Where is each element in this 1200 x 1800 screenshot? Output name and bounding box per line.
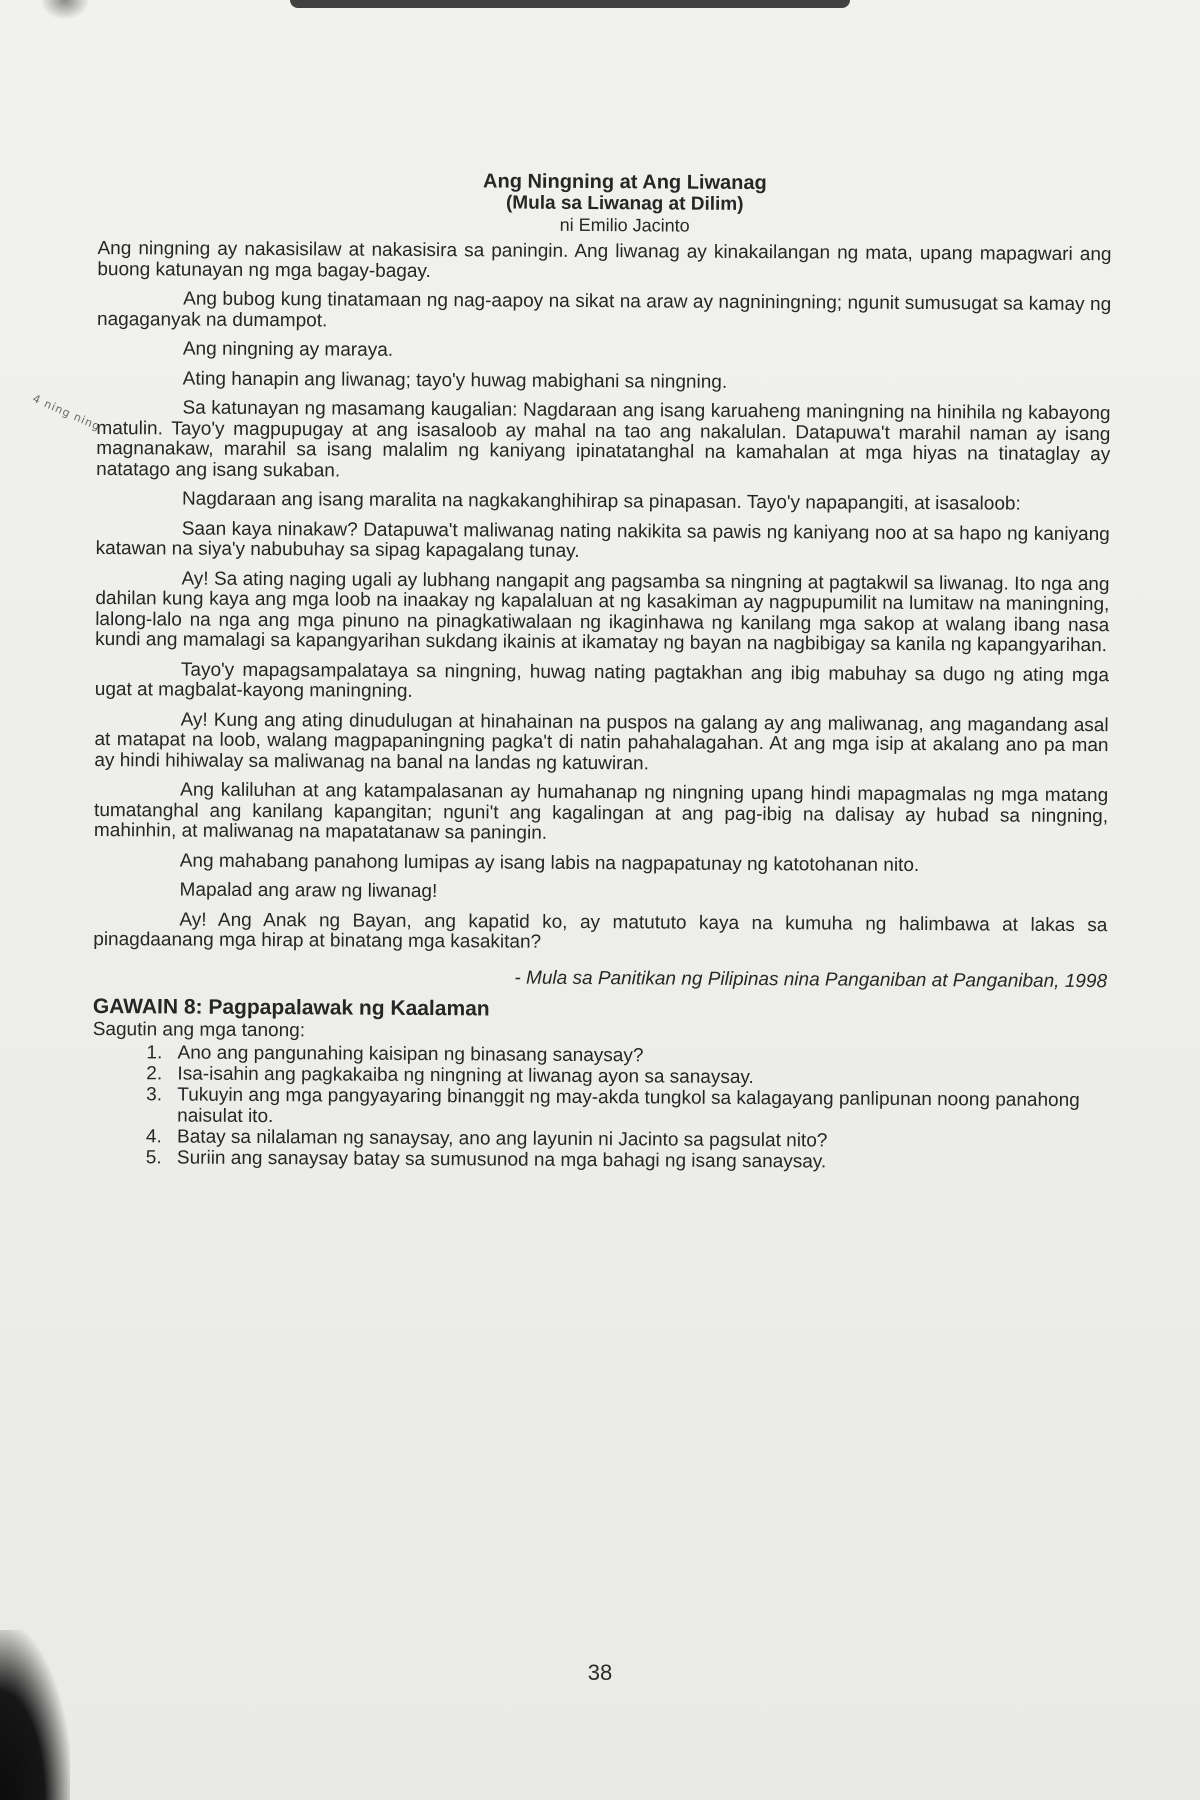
question-item: 1. Ano ang pangunahing kaisipan ng binasang sanaysay? <box>168 1042 1107 1069</box>
essay-paragraph: Mapalad ang araw ng liwanag! <box>179 879 438 903</box>
essay-paragraph: Ay! Ang Anak ng Bayan, ang kapatid ko, ay matututo kaya na kumuha ng halimbawa at lakas sa pinagdaanang mga hirap at binatang mga kasakitan? <box>93 909 1108 953</box>
question-item: 3. Tukuyin ang mga pangyayaring binanggit ng may-akda tungkol sa kalagayang panlipunan noong panahong naisulat ito. <box>167 1084 1106 1132</box>
essay-paragraph: Nagdaraan ang isang maralita na nagkakanghihirap sa pinapasan. Tayo'y napapangiti, at isasaloob: <box>181 488 1021 515</box>
scan-shadow-top <box>290 0 850 8</box>
page-content <box>92 168 1112 1174</box>
essay-paragraph: Ang ningning ay maraya. <box>182 338 394 361</box>
essay-title: Ang Ningning at Ang Liwanag <box>483 170 767 195</box>
essay-paragraph: Ang bubog kung tinatamaan ng nag-aapoy na sikat na araw ay nagniningning; ngunit sumusugat sa kamay ng nagaganyak na dumampot. <box>97 288 1112 331</box>
question-item: 2. Isa-isahin ang pagkakaiba ng ningning at liwanag ayon sa sanaysay. <box>167 1063 1106 1090</box>
essay-paragraph: Ating hanapin ang liwanag; tayo'y huwag mabighani sa ningning. <box>182 368 728 393</box>
essay-body <box>93 239 1111 957</box>
question-list <box>92 1041 1107 1173</box>
essay-paragraph: Ang kaliluhan at ang katampalasanan ay humahanap ng ningning upang hindi mapagmalas ng mga matang tumatanghal ang kanilang kapangitan; nguni't ang kagalingan at ang pag-ibig na dalisay ay hubad sa ningning, mahinhin, at maliwanag na mapatatanaw sa paningin. <box>93 779 1109 844</box>
essay-paragraph: Saan kaya ninakaw? Datapuwa't maliwanag nating nakikita sa pawis ng kaniyang noo at sa hapo ng kaniyang katawan na siya'y nabubuhay sa sipag kapagalang tunay. <box>95 518 1110 562</box>
essay-author: ni Emilio Jacinto <box>559 214 690 236</box>
essay-paragraph: Sa katunayan ng masamang kaugalian: Nagdaraan ang isang karuaheng maningning na hinihila ng kabayong matulin. Tayo'y magpupugay at ang isasaloob ay mahal na tao ang nakalulan. Datapuwa't marahil naman ay isang magnanakaw, marahil sa isang malalim ng kaniyang ipinatatanghal na kamahalan at mga hiyas na tinataglay ay natatago ang isang sukaban. <box>96 397 1111 481</box>
essay-paragraph: Tayo'y mapagsampalataya sa ningning, huwag nating pagtakhan ang ibig mabuhay sa dugo ng ating mga ugat at magbalat-kayong maningning. <box>94 659 1109 702</box>
essay-subtitle: (Mula sa Liwanag at Dilim) <box>505 192 744 215</box>
scan-shadow-corner <box>0 1630 70 1800</box>
page-number: 38 <box>587 1660 613 1685</box>
essay-heading <box>98 168 1112 239</box>
question-item: 5. Suriin ang sanaysay batay sa sumusunod na mga bahagi ng isang sanaysay. <box>167 1147 1106 1174</box>
scan-mark <box>40 0 90 20</box>
essay-source-citation: - Mula sa Panitikan ng Pilipinas nina Panganiban at Panganiban, 1998 <box>514 967 1108 992</box>
essay-paragraph: Ay! Kung ang ating dinudulugan at hinahainan na puspos na galang ay ang maliwanag, ang magandang asal at matapat na loob, walang magpapaningning pagka't di natin pahahalagahan. At ang mga isip at akalang ano pa man ay hindi hihiwalay sa maliwanag na banal na landas ng katuwiran. <box>94 709 1109 774</box>
essay-paragraph: Ang mahabang panahong lumipas ay isang labis na nagpapatunay ng katotohanan nito. <box>179 850 920 876</box>
handwritten-margin-note: 4 ning ning <box>30 392 103 434</box>
question-item: 4. Batay sa nilalaman ng sanaysay, ano ang layunin ni Jacinto sa pagsulat nito? <box>167 1126 1106 1153</box>
essay-paragraph: Ay! Sa ating naging ugali ay lubhang nangapit ang pagsamba sa ningning at pagtakwil sa liwanag. Ito nga ang dahilan kung kaya ang mga loob na inaakay ng kapalaluan at ng kasakiman ay nagpupumilit na lumitaw na maningning, lalong-lalo na nga ang mga pinuno na pinagkatiwalaan ng ikaginhawa ng kanilang mga sakop at walang ibang nasa kundi ang mamalagi sa kapangyarihan sukdang ikainis at ikamatay ng bayan na nagbibigay sa kanila ng kapangyarihan. <box>95 568 1110 657</box>
activity-instruction: Sagutin ang mga tanong: <box>92 1018 306 1041</box>
activity-title: GAWAIN 8: Pagpapalawak ng Kaalaman <box>92 994 490 1020</box>
essay-paragraph: Ang ningning ay nakasisilaw at nakasisira sa paningin. Ang liwanag ay kinakailangan ng mata, upang mapagwari ang buong katunayan ng mga bagay-bagay. <box>97 237 1112 282</box>
